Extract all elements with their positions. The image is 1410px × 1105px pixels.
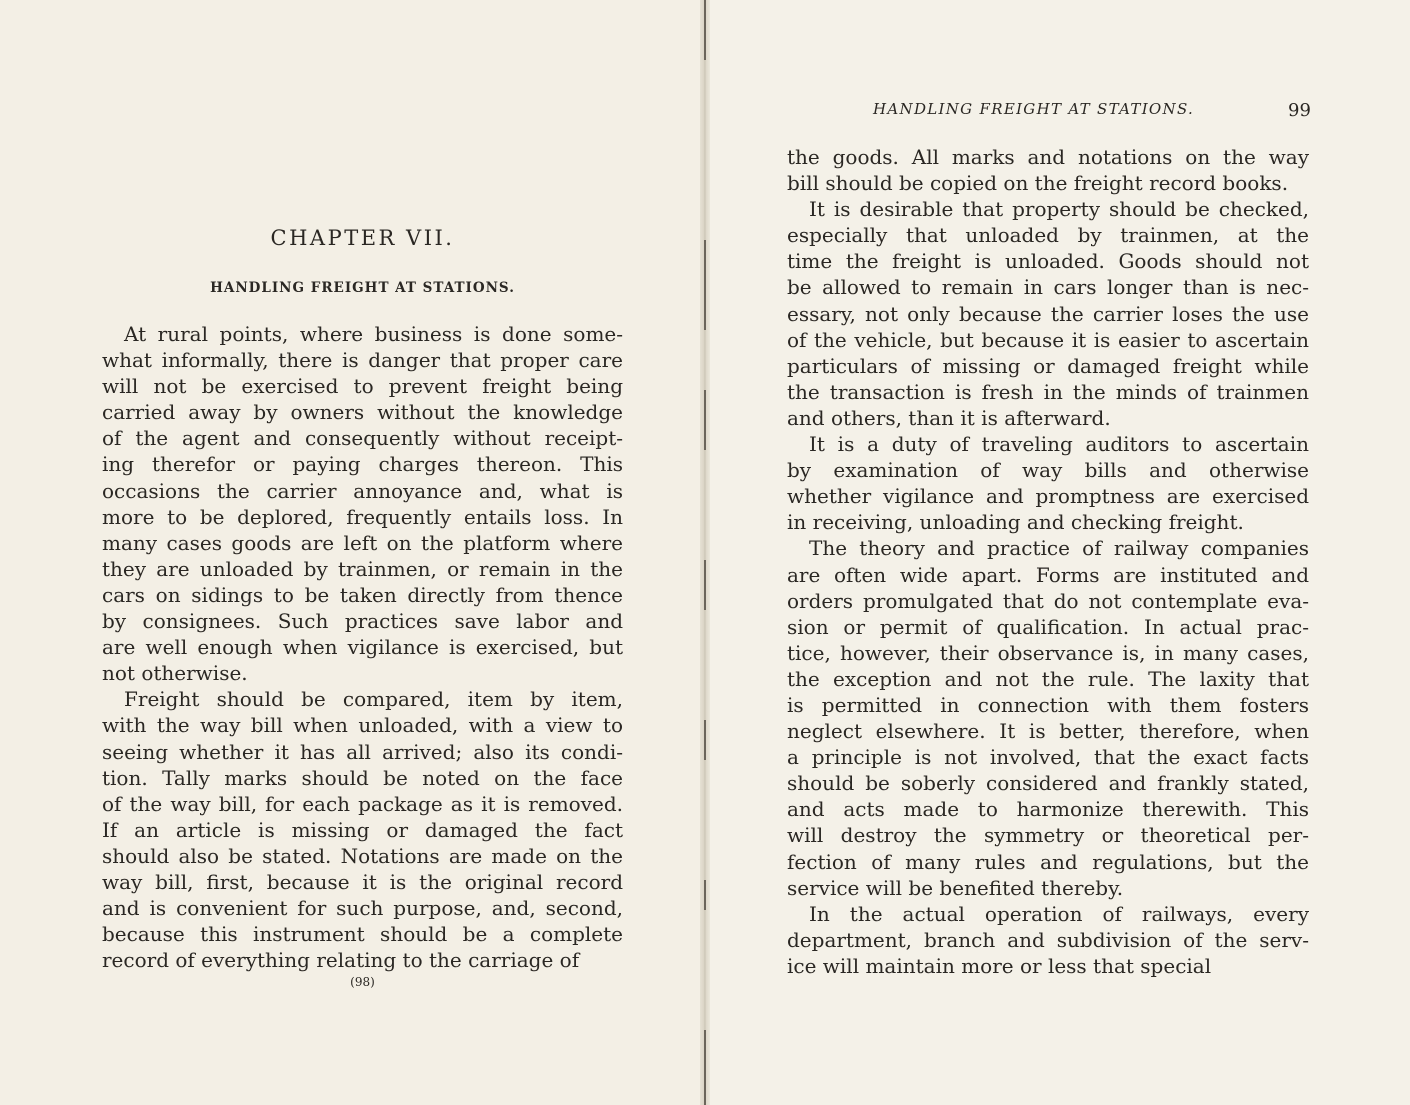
text-line: cars on sidings to be taken directly from thence bbox=[102, 582, 623, 607]
text-line: more to be deplored, frequently entails loss. In bbox=[102, 504, 623, 529]
text-line: of the vehicle, but because it is easier to ascertain bbox=[787, 327, 1309, 352]
text-line: they are unloaded by trainmen, or remain in the bbox=[102, 556, 623, 581]
text-line: of the agent and consequently without receipt- bbox=[102, 426, 623, 451]
text-line: by examination of way bills and otherwise bbox=[787, 458, 1309, 483]
text-line: department, branch and subdivision of the serv- bbox=[787, 927, 1309, 952]
text-line: what informally, there is danger that proper care bbox=[102, 348, 623, 373]
text-line: neglect elsewhere. It is better, therefore, when bbox=[787, 719, 1309, 744]
text-line: are often wide apart. Forms are instituted and bbox=[787, 562, 1309, 587]
text-line: the goods. All marks and notations on the way bbox=[787, 145, 1309, 169]
text-line: ice will maintain more or less that special bbox=[787, 953, 1212, 978]
text-line: If an article is missing or damaged the fact bbox=[102, 817, 623, 842]
text-line: The theory and practice of railway companies bbox=[809, 536, 1309, 561]
text-line: whether vigilance and promptness are exercised bbox=[787, 484, 1309, 509]
text-line: It is desirable that property should be checked, bbox=[809, 197, 1309, 222]
text-line: many cases goods are left on the platform where bbox=[102, 530, 623, 555]
text-line: in receiving, unloading and checking freight. bbox=[787, 510, 1244, 535]
text-line: by consignees. Such practices save labor and bbox=[102, 609, 623, 634]
text-line: of the way bill, for each package as it is removed. bbox=[102, 791, 623, 816]
paragraph bbox=[102, 321, 623, 686]
paragraph bbox=[787, 901, 1309, 979]
chapter-title: CHAPTER VII. bbox=[270, 226, 455, 250]
paragraph bbox=[787, 144, 1309, 196]
text-line: service will be benefited thereby. bbox=[787, 875, 1124, 900]
text-line: not otherwise. bbox=[102, 661, 248, 686]
text-line: sion or permit of qualification. In actual prac- bbox=[787, 614, 1309, 639]
text-line: essary, not only because the carrier loses the use bbox=[787, 301, 1309, 326]
page-number-right: 99 bbox=[1288, 100, 1311, 121]
text-line: particulars of missing or damaged freight while bbox=[787, 353, 1309, 378]
text-line: is permitted in connection with them fosters bbox=[787, 692, 1309, 717]
text-line: a principle is not involved, that the exact facts bbox=[787, 745, 1309, 770]
text-line: especially that unloaded by trainmen, at the bbox=[787, 223, 1309, 248]
paragraph bbox=[102, 686, 623, 973]
text-line: will not be exercised to prevent freight being bbox=[102, 374, 623, 399]
paragraph bbox=[787, 535, 1309, 900]
text-line: and others, than it is afterward. bbox=[787, 405, 1111, 430]
right-body-text bbox=[787, 144, 1309, 979]
page-number-left: (98) bbox=[350, 975, 375, 989]
text-line: record of everything relating to the carriage of bbox=[102, 948, 580, 973]
text-line: and is convenient for such purpose, and, second, bbox=[102, 896, 623, 921]
text-line: the transaction is fresh in the minds of trainmen bbox=[787, 379, 1309, 404]
text-line: In the actual operation of railways, every bbox=[809, 901, 1309, 926]
text-line: be allowed to remain in cars longer than is nec- bbox=[787, 275, 1309, 300]
text-line: will destroy the symmetry or theoretical per- bbox=[787, 823, 1309, 848]
text-line: tice, however, their observance is, in many cases, bbox=[787, 640, 1309, 665]
text-line: should be soberly considered and frankly stated, bbox=[787, 771, 1309, 796]
text-line: because this instrument should be a complete bbox=[102, 922, 623, 947]
text-line: tion. Tally marks should be noted on the face bbox=[102, 765, 623, 790]
text-line: ing therefor or paying charges thereon. This bbox=[102, 452, 623, 477]
text-line: time the freight is unloaded. Goods should not bbox=[787, 249, 1309, 274]
text-line: seeing whether it has all arrived; also its condi- bbox=[102, 739, 623, 764]
text-line: Freight should be compared, item by item, bbox=[124, 687, 623, 712]
text-line: fection of many rules and regulations, but the bbox=[787, 849, 1309, 874]
text-line: At rural points, where business is done some- bbox=[124, 322, 623, 346]
book-gutter bbox=[700, 0, 710, 1105]
text-line: It is a duty of traveling auditors to ascertain bbox=[809, 432, 1309, 457]
section-title: HANDLING FREIGHT AT STATIONS. bbox=[210, 280, 515, 296]
paragraph bbox=[787, 196, 1309, 431]
text-line: and acts made to harmonize therewith. This bbox=[787, 797, 1309, 822]
running-head: HANDLING FREIGHT AT STATIONS. bbox=[873, 100, 1195, 118]
text-line: orders promulgated that do not contemplate eva- bbox=[787, 588, 1309, 613]
text-line: the exception and not the rule. The laxity that bbox=[787, 666, 1309, 691]
text-line: with the way bill when unloaded, with a view to bbox=[102, 713, 623, 738]
text-line: should also be stated. Notations are made on the bbox=[102, 843, 623, 868]
paragraph bbox=[787, 431, 1309, 535]
text-line: bill should be copied on the freight record books. bbox=[787, 171, 1289, 196]
text-line: way bill, first, because it is the original record bbox=[102, 869, 623, 894]
text-line: are well enough when vigilance is exercised, but bbox=[102, 635, 623, 660]
left-body-text bbox=[102, 321, 623, 973]
text-line: occasions the carrier annoyance and, what is bbox=[102, 478, 623, 503]
text-line: carried away by owners without the knowledge bbox=[102, 400, 623, 425]
